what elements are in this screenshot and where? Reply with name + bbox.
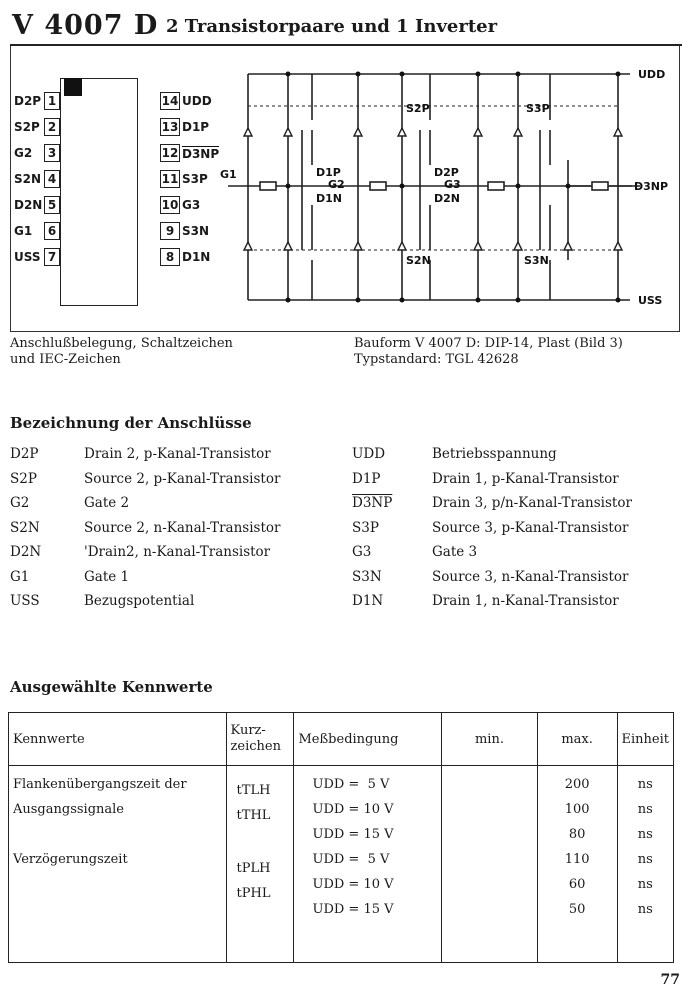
pin-left-name: S2N [14,172,42,186]
label-d1n: D1N [316,192,342,205]
col-kurzzeichen [226,713,294,766]
designation-desc: Source 3, p-Kanal-Transistor [432,519,629,536]
designation-pin: D1N [352,593,384,609]
designation-desc: Drain 1, p-Kanal-Transistor [432,470,619,487]
max-4: 110 [564,852,590,867]
designation-pin: G3 [352,544,372,560]
table-header-row [9,713,674,766]
caption-right-line2: Typstandard: TGL 42628 [354,352,519,367]
label-s2n: S2N [406,254,431,267]
unit-1: ns [637,777,653,792]
pin-left-name: D2N [14,198,43,212]
pin-right-name: S3N [182,224,210,238]
designation-pin: S2P [10,470,37,487]
designation-desc: Gate 3 [432,544,478,560]
cond-3: UDD = 15 V [312,827,394,842]
cell-symbols [226,766,294,963]
designation-pin: USS [10,593,40,609]
pin-right-number: 9 [160,222,180,240]
pin-left-name: D2P [14,94,42,108]
label-uss: USS [638,294,663,307]
label-d2p: D2P [434,166,459,179]
designation-desc: 'Drain2, n-Kanal-Transistor [84,544,271,560]
designation-desc: Source 2, n-Kanal-Transistor [84,519,281,536]
caption-left-line2: und IEC-Zeichen [10,352,121,367]
pin-designations-heading: Bezeichnung der Anschlüsse [10,414,252,432]
symbol-tplh: tPLH [236,861,271,876]
designation-desc: Drain 2, p-Kanal-Transistor [84,446,271,462]
pin-right-name: UDD [182,94,212,108]
pin-right-name: D1N [182,250,211,264]
designation-pin: D2P [10,446,39,462]
pin-left-name: G1 [14,224,33,238]
designation-pin: G1 [10,568,30,585]
pin-right-name: G3 [182,198,201,212]
pin-left-number: 4 [44,170,60,188]
unit-2: ns [637,802,653,817]
col-bedingung: Meßbedingung [294,713,442,766]
figure-caption-left [10,336,233,368]
max-1: 200 [564,777,590,792]
pin-right-number: 11 [161,172,179,186]
max-6: 50 [568,902,586,917]
pin-right-name: D1P [182,120,210,134]
schematic [220,60,680,320]
max-2: 100 [564,802,590,817]
pin-left-number: 3 [44,144,60,162]
designation-desc: Source 3, n-Kanal-Transistor [432,568,629,585]
label-s3n: S3N [524,254,549,267]
label-g2: G2 [328,178,345,191]
g2-name-1: Verzögerungszeit [13,852,128,867]
pin-left-number: 1 [44,92,60,110]
col-einheit: Einheit [617,713,674,766]
label-s2p: S2P [406,102,430,115]
pin-right-name: S3P [182,172,208,186]
symbol-tthl: tTHL [236,808,271,823]
unit-5: ns [637,877,653,892]
table-body-row [9,766,674,963]
col-max: max. [537,713,617,766]
caption-left-line1: Anschlußbelegung, Schaltzeichen [10,336,233,351]
col-kurz-line1: Kurz- [230,723,266,738]
pin-left-name: S2P [14,120,40,134]
cond-6: UDD = 15 V [312,902,394,917]
designation-pin: S3P [352,519,379,536]
pin-right-number: 12 [161,146,179,160]
max-5: 60 [568,877,586,892]
symbol-ttlh: tTLH [236,783,271,798]
designation-desc: Gate 1 [84,568,130,585]
chip-description: 2 Transistorpaare und 1 Inverter [166,16,498,37]
cell-conditions [294,766,442,963]
label-s3p: S3P [526,102,550,115]
unit-6: ns [637,902,653,917]
label-g1: G1 [220,168,237,181]
pin-left-number: 7 [44,248,60,266]
designation-pin: UDD [352,446,386,462]
designation-pin: D1P [352,470,381,487]
col-kurz-line2: zeichen [230,739,281,754]
characteristics-table [8,712,674,963]
unit-4: ns [637,852,653,867]
pin-right-number: 14 [161,94,179,108]
max-3: 80 [568,827,586,842]
pin-left-number: 5 [44,196,60,214]
cell-max [537,766,617,963]
cond-2: UDD = 10 V [312,802,394,817]
characteristics-heading: Ausgewählte Kennwerte [10,678,213,696]
designation-pin: S2N [10,519,40,536]
pin-right-number: 10 [161,198,179,212]
dip-package [44,78,154,306]
cell-names [9,766,227,963]
designation-desc: Drain 1, n-Kanal-Transistor [432,593,619,609]
label-g3: G3 [444,178,461,191]
label-udd: UDD [638,68,666,81]
col-min: min. [442,713,538,766]
cell-min [442,766,538,963]
label-d2n: D2N [434,192,460,205]
cond-4: UDD = 5 V [312,852,390,867]
designation-desc: Bezugspotential [84,593,195,609]
package-body [60,78,138,306]
designation-desc: Gate 2 [84,495,130,511]
designation-desc: Drain 3, p/n-Kanal-Transistor [432,495,632,511]
pin-right-name: D3NP [182,147,220,161]
designation-desc: Source 2, p-Kanal-Transistor [84,470,281,487]
cond-5: UDD = 10 V [312,877,394,892]
chip-code: V 4007 D [12,10,159,41]
pin-right-number: 13 [161,120,179,134]
figure-caption-right [354,336,623,368]
designation-pin: S3N [352,568,382,585]
unit-3: ns [637,827,653,842]
col-kennwerte: Kennwerte [9,713,227,766]
g1-name-2: Ausgangssignale [13,802,124,817]
pin-left-number: 6 [44,222,60,240]
pin1-marker [64,78,82,96]
g1-name-1: Flankenübergangszeit der [13,777,187,792]
designation-desc: Betriebsspannung [432,446,557,462]
label-d3np: D3NP [634,180,669,193]
designation-pin: G2 [10,495,30,511]
pin-left-name: G2 [14,146,33,160]
designation-pin: D3NP [352,495,393,511]
caption-right-line1: Bauform V 4007 D: DIP-14, Plast (Bild 3) [354,336,623,351]
label-d1p: D1P [316,166,341,179]
pin-left-name: USS [14,250,41,264]
page-number: 77 [660,972,680,988]
pin-left-number: 2 [44,118,60,136]
designation-pin: D2N [10,544,42,560]
symbol-tphl: tPHL [236,886,271,901]
cell-unit [617,766,674,963]
cond-1: UDD = 5 V [312,777,390,792]
pin-right-number: 8 [160,248,180,266]
